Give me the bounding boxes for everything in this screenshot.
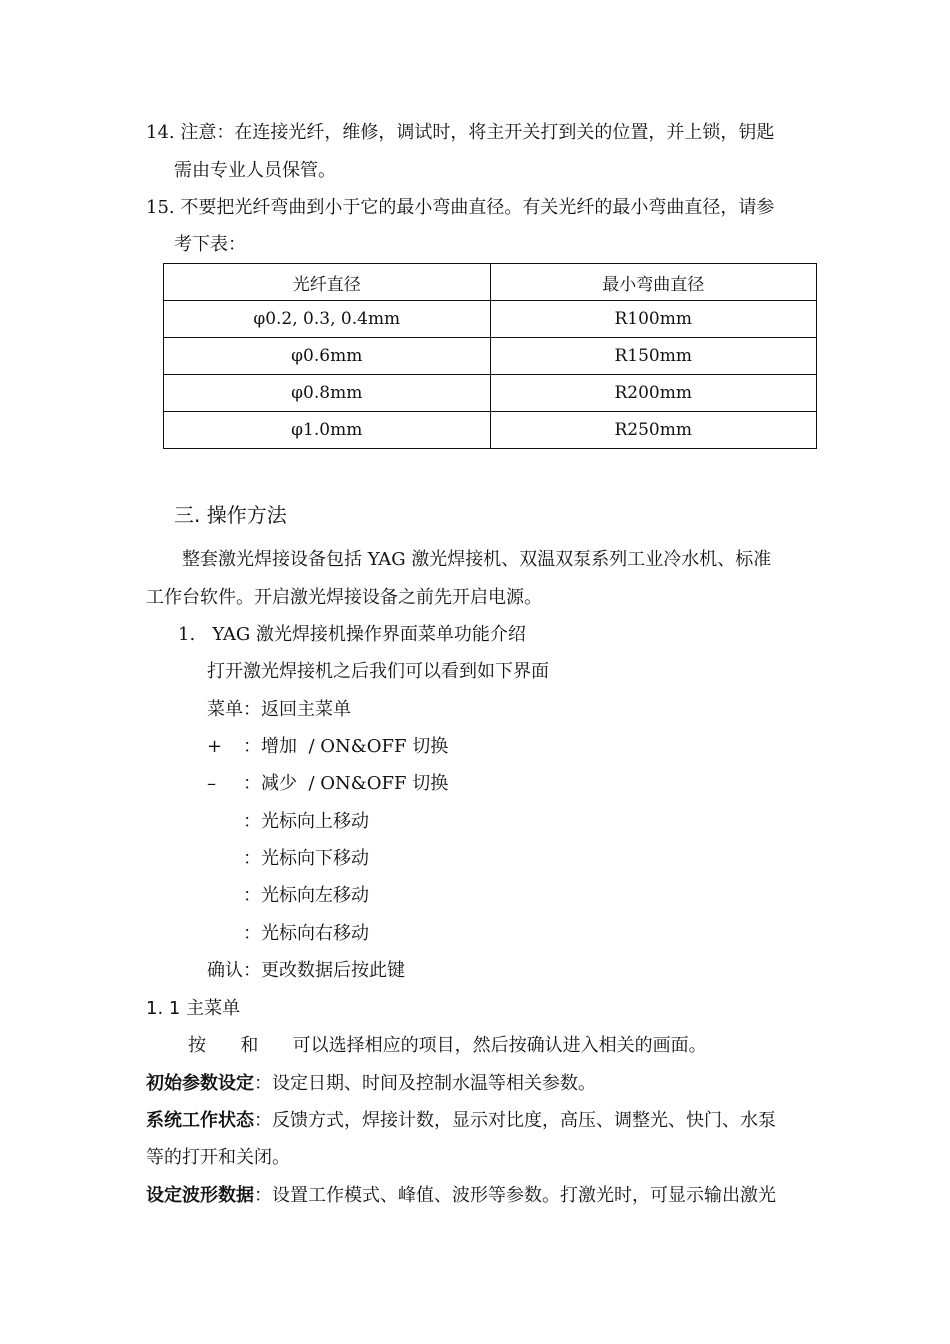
key-description: ：光标向上移动 (243, 811, 369, 832)
definition-term: 初始参数设定 (146, 1073, 254, 1094)
key-row-down (243, 847, 369, 871)
key-row-minus (207, 772, 448, 796)
key-description: ：光标向下移动 (243, 848, 369, 869)
key-row-confirm (207, 959, 405, 983)
key-description: ：增加 / ON&OFF 切换 (243, 736, 449, 757)
intro-line-1: 整套激光焊接设备包括 YAG 激光焊接机、双温双泵系列工业冷水机、标准 (182, 549, 772, 570)
key-label: – (207, 773, 216, 794)
definition-term: 设定波形数据 (146, 1185, 254, 1206)
table-header-cell: 光纤直径 (164, 264, 491, 301)
table-header-cell: 最小弯曲直径 (490, 264, 817, 301)
key-description: ：光标向左移动 (243, 885, 369, 906)
key-row-plus (207, 735, 448, 759)
definition-text: ：反馈方式，焊接计数，显示对比度，高压、调整光、快门、水泵 (254, 1110, 776, 1131)
note-15-text: 不要把光纤弯曲到小于它的最小弯曲直径。有关光纤的最小弯曲直径，请参 (180, 197, 775, 218)
definition-waveform (146, 1184, 776, 1208)
key-label: 确认 (207, 960, 243, 981)
note-15-line2: 考下表： (174, 234, 246, 255)
note-14-line1 (146, 121, 774, 145)
item-1-description: 打开激光焊接机之后我们可以看到如下界面 (207, 661, 549, 682)
note-15-number: 15. (146, 197, 175, 218)
table-row (164, 301, 817, 338)
table-cell: φ0.2, 0.3, 0.4mm (164, 301, 491, 338)
key-description: ：减少 / ON&OFF 切换 (243, 773, 449, 794)
table-cell: R150mm (490, 338, 817, 375)
definition-text: ：设定日期、时间及控制水温等相关参数。 (254, 1073, 596, 1094)
definition-system-status (146, 1109, 776, 1133)
note-14-number: 14. (146, 122, 175, 143)
key-label: + (207, 736, 223, 757)
key-row-left (243, 884, 369, 908)
section-title: 三. 操作方法 (174, 503, 287, 527)
table-cell: R250mm (490, 412, 817, 449)
table-cell: φ0.8mm (164, 375, 491, 412)
key-description: ：更改数据后按此键 (243, 960, 405, 981)
table-cell: R100mm (490, 301, 817, 338)
item-1-title: 1. YAG 激光焊接机操作界面菜单功能介绍 (178, 624, 526, 645)
definition-system-status-cont: 等的打开和关闭。 (146, 1147, 290, 1168)
table-row (164, 338, 817, 375)
key-row-menu (207, 698, 351, 722)
definition-initial-params (146, 1072, 596, 1096)
table-cell: φ0.6mm (164, 338, 491, 375)
bend-diameter-table (163, 263, 817, 449)
key-description: ：返回主菜单 (243, 699, 351, 720)
definition-term: 系统工作状态 (146, 1110, 254, 1131)
table-cell: R200mm (490, 375, 817, 412)
note-15-line1 (146, 196, 774, 220)
subsection-line: 按 和 可以选择相应的项目，然后按确认进入相关的画面。 (188, 1035, 707, 1056)
table-row (164, 412, 817, 449)
key-description: ：光标向右移动 (243, 923, 369, 944)
subsection-title: 1. 1 主菜单 (146, 998, 241, 1019)
intro-line-2: 工作台软件。开启激光焊接设备之前先开启电源。 (146, 587, 542, 608)
note-14-line2: 需由专业人员保管。 (174, 160, 336, 181)
key-label: 菜单 (207, 699, 243, 720)
table-row (164, 375, 817, 412)
table-header-row (164, 264, 817, 301)
definition-text: ：设置工作模式、峰值、波形等参数。打激光时，可显示输出激光 (254, 1185, 776, 1206)
key-row-up (243, 810, 369, 834)
table-cell: φ1.0mm (164, 412, 491, 449)
note-14-text: 注意：在连接光纤，维修，调试时，将主开关打到关的位置，并上锁，钥匙 (180, 122, 775, 143)
key-row-right (243, 922, 369, 946)
